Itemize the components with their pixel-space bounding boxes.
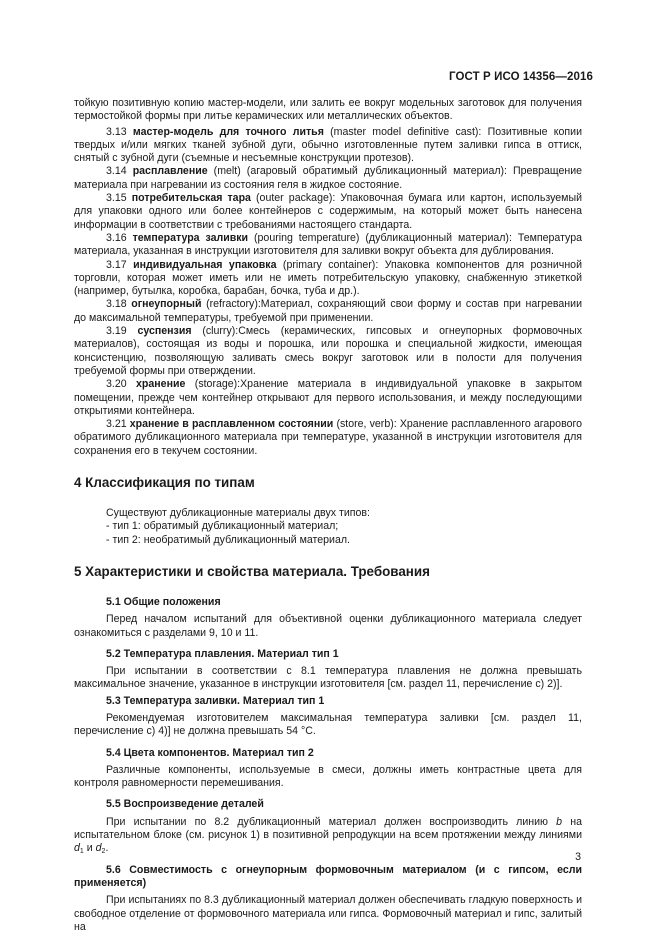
term-text: (primary container): Упаковка компонентов для розничной торговли, которая может иметь или не иметь потребительскую упаковку, снабженную этикеткой (например, бутылка, коробка, барабан, бочка, туба и др.). [74,258,582,298]
section-5-heading: 5 Характеристики и свойства материала. Требования [74,563,430,579]
subsection-5-5-text [74,816,582,856]
text-run: и [83,842,96,855]
term-text: (melt) (агаровый обратимый дубликационный материал): Превращение материала при нагревании из состояния геля в жидкое состояние. [74,165,582,191]
text-run: . [105,842,109,855]
term-number: 3.16 [106,231,127,244]
subscript: 1 [79,848,84,856]
section-4-heading: 4 Классификация по типам [74,475,255,491]
term-text: (master model definitive cast): Позитивные копии твердых и/или мягких тканей зубной дуги, обычно изготовленные путем заливки гипса в оттиск, снятый с зубной дуги (съемные и несъемные конструкции протезов). [74,125,582,165]
list-item-type-2: - тип 2: необратимый дубликационный материал. [106,533,350,546]
standard-header: ГОСТ Р ИСО 14356—2016 [448,71,593,83]
term-definition [74,126,582,166]
term-definition [74,192,582,232]
subsection-5-1-heading: 5.1 Общие положения [106,595,221,608]
line-d1-label: d [74,842,80,855]
term-name: мастер-модель для точного литья [132,125,324,138]
term-name: огнеупорный [131,298,202,311]
term-number: 3.17 [106,258,127,271]
term-name: расплавление [132,165,208,178]
subsection-5-2-text: При испытании в соответствии с 8.1 температура плавления не должна превышать максимальное значение, указанное в инструкции изготовителя [см. раздел 11, перечисление с) 2)]. [74,665,582,691]
subsection-5-4-text: Различные компоненты, используемые в смеси, должны иметь контрастные цвета для контроля равномерности перемешивания. [74,763,582,790]
term-name: суспензия [137,325,192,338]
subsection-5-4-heading: 5.4 Цвета компонентов. Материал тип 2 [106,746,314,759]
term-definition [74,165,582,192]
subscript: 2 [101,848,106,856]
subsection-5-3-heading: 5.3 Температура заливки. Материал тип 1 [106,694,325,707]
subsection-5-3-text: Рекомендуемая изготовителем максимальная температура заливки [см. раздел 11, перечисление с) 4)] не должна превышать 54 °С. [74,711,582,738]
subsection-5-5-heading: 5.5 Воспроизведение деталей [106,798,264,811]
term-text: (outer package): Упаковочная бумага или картон, используемый для упаковки одного или более контейнеров с содержимым, на который может быть нанесена информации в соответствии с требованиями настоящего стандарта. [74,192,582,231]
list-item-type-1: - тип 1: обратимый дубликационный материал; [106,520,339,533]
term-number: 3.19 [106,325,127,338]
section-4-intro: Существуют дубликационные материалы двух типов: [106,507,370,520]
term-text: (store, verb): Хранение расплавленного агарового обратимого дубликационного материала при температуре, указанной в инструкции изготовителя для сохранения его в текучем состоянии. [74,418,582,457]
terms-list [74,126,582,458]
subsection-5-2-heading: 5.2 Температура плавления. Материал тип 1 [106,647,339,660]
continued-paragraph: тойкую позитивную копию мастер-модели, или залить ее вокруг модельных заготовок для получения термостойкой формы при литье керамических или металлических объектов. [74,97,582,123]
term-definition [74,378,582,418]
subsection-5-6-heading: 5.6 Совместимость с огнеупорным формовочным материалом (и с гипсом, если применяется) [74,863,582,889]
term-name: потребительская тара [131,192,251,205]
term-name: хранение [136,378,186,391]
line-d2-label: d [95,842,102,855]
term-name: индивидуальная упаковка [133,258,277,271]
term-text: (refractory):Материал, сохраняющий свои форму и состав при нагревании до максимальной температуры, требуемой при применении. [74,298,582,324]
term-number: 3.15 [106,192,127,205]
term-number: 3.13 [106,125,127,138]
line-b-label: b [556,815,563,828]
page-number: 3 [575,851,581,863]
document-body [74,97,582,934]
term-name: хранение в расплавленном состоянии [129,418,334,431]
term-definition [74,259,582,299]
text-run: на испытательном блоке (см. рисунок 1) в позитивной репродукции на всем протяжении между линиями [74,815,582,842]
term-definition [74,325,582,378]
subsection-5-1-text: Перед началом испытаний для объективной оценки дубликационного материала следует ознакомиться с разделами 9, 10 и 11. [74,613,582,639]
text-run: При испытании по 8.2 дубликационный материал должен воспроизводить линию [106,815,557,828]
subsection-5-6-text: При испытаниях по 8.3 дубликационный материал должен обеспечивать гладкую поверхность и свободное отделение от формовочного материала или гипса. Формовочный материал и гипс, залитый на [74,894,582,933]
term-text: (clurry):Смесь (керамических, гипсовых и огнеупорных формовочных материалов), состоящая из воды и порошка, или порошка и специальной жидкости, имеющая консистенцию, позволяющую заливать смесь вокруг заготовок или в полости для получения требуемой формы при отверждении. [74,325,582,377]
term-text: (storage):Хранение материала в индивидуальной упаковке в закрытом помещении, прежде чем контейнер открывают для первого использования, и между последующими открытиями контейнера. [74,378,582,417]
term-text: (pouring temperature) (дубликационный материал): Температура материала, указанная в инструкции изготовителя для заливки вокруг объекта для дублирования. [74,231,582,258]
term-number: 3.20 [106,378,127,391]
term-number: 3.18 [106,298,127,311]
term-definition [74,418,582,458]
term-name: температура заливки [132,231,249,244]
term-number: 3.21 [106,418,127,431]
term-definition [74,298,582,325]
term-definition [74,232,582,259]
term-number: 3.14 [106,165,127,178]
